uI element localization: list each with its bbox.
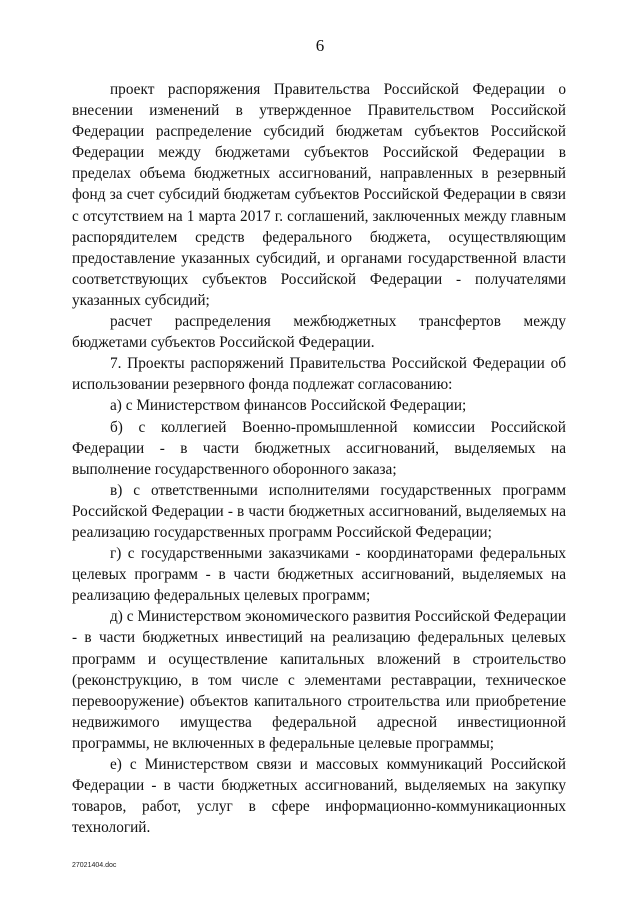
paragraph-item-7g: г) с государственными заказчиками - координаторами федеральных целевых программ - в части бюджетных ассигнований, выделяемых на реализацию федеральных целевых программ; xyxy=(72,545,566,605)
paragraph-draft-order: проект распоряжения Правительства Российской Федерации о внесении изменений в утвержденное Правительством Российской Федерации распределение субсидий бюджетам субъектов Российской Федерации между бюджетами субъектов Российской Федерации в пределах объема бюджетных ассигнований, направленных в резервный фонд за счет субсидий бюджетам субъектов Российской Федерации в связи с отсутствием на 1 марта 2017 г. соглашений, заключенных между главным распорядителем средств федерального бюджета, осуществляющим предоставление указанных субсидий, и органами государственной власти соответствующих субъектов Российской Федерации - получателями указанных субсидий; xyxy=(72,81,566,309)
paragraph-item-7v: в) с ответственными исполнителями государственных программ Российской Федерации - в части бюджетных ассигнований, выделяемых на реализацию государственных программ Российской Федерации; xyxy=(72,481,566,541)
paragraph-item-7e: е) с Министерством связи и массовых коммуникаций Российской Федерации - в части бюджетных ассигнований, выделяемых на закупку товаров, работ, услуг в сфере информационно-коммуникационных технологий. xyxy=(72,756,566,837)
document-filename: 27021404.doc xyxy=(72,862,117,869)
paragraph-item-7b: б) с коллегией Военно-промышленной комиссии Российской Федерации - в части бюджетных ассигнований, выделяемых на выполнение государственного оборонного заказа; xyxy=(72,418,566,478)
document-body xyxy=(72,79,566,838)
paragraph-item-7: 7. Проекты распоряжений Правительства Российской Федерации об использовании резервного фонда подлежат согласованию: xyxy=(72,355,566,394)
paragraph-item-7d: д) с Министерством экономического развития Российской Федерации - в части бюджетных инвестиций на реализацию федеральных целевых программ и осуществление капитальных вложений в строительство (реконструкцию, в том числе с элементами реставрации, техническое перевооружение) объектов капитального строительства или приобретение недвижимого имущества федеральной адресной инвестиционной программы, не включенных в федеральные целевые программы; xyxy=(72,608,566,752)
page-number: 6 xyxy=(315,36,325,55)
paragraph-item-7a: а) с Министерством финансов Российской Федерации; xyxy=(110,397,467,415)
paragraph-transfer-calculation: расчет распределения межбюджетных трансфертов между бюджетами субъектов Российской Федерации. xyxy=(72,313,566,352)
